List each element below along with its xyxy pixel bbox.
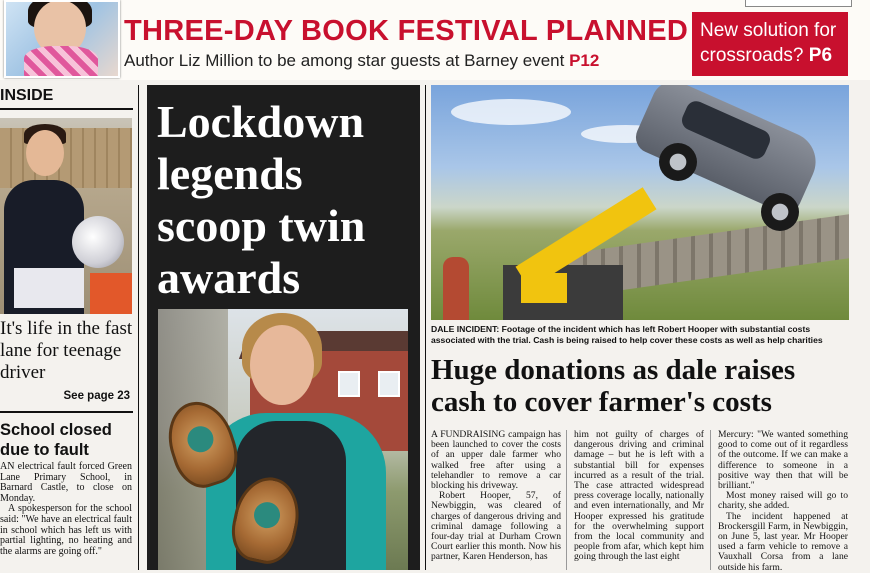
woman-face — [250, 325, 314, 405]
inside-label: INSIDE — [0, 87, 54, 104]
column-divider-1 — [138, 85, 139, 570]
festival-page-ref[interactable]: P12 — [569, 51, 600, 70]
man-figure — [443, 257, 469, 320]
story-paragraph: him not guilty of charges of dangerous driving and criminal damage – but he is left with a substantial bill for expenses incurred as a result of the trial. The case attracted widespread press coverage locally, nationally and even internationally, and Mr Hooper expressed his gratitude for the overwhelming support from the local community and people from afar, which kept him going through the last eight — [574, 429, 704, 563]
crossroads-page-ref: P6 — [808, 45, 833, 66]
house-window — [338, 371, 360, 397]
school-story-paragraph-2: A spokesperson for the school said: "We have an electrical fault in school which has left us with partial lighting, no heating and the alarms are going off." — [0, 503, 132, 557]
story-column-divider — [566, 430, 567, 570]
crossroads-promo[interactable] — [692, 12, 848, 76]
story-column-2 — [574, 430, 704, 563]
fence-background — [0, 128, 132, 188]
story-paragraph: A FUNDRAISING campaign has been launched to cover the costs of an upper dale farmer who walked free after using a telehandler to remove a car blocking his driveway. — [431, 429, 561, 492]
festival-headline[interactable]: THREE-DAY BOOK FESTIVAL PLANNED — [124, 15, 689, 47]
teen-driver-photo[interactable] — [0, 118, 132, 314]
school-story-headline[interactable]: School closed due to fault — [0, 421, 112, 459]
story-paragraph: Mercury: "We wanted something good to come out of it regardless of the outcome. If we can make a difference to someone in a positive way then that will be brilliant." — [718, 429, 848, 492]
lockdown-headline[interactable]: Lockdown legends scoop twin awards — [157, 96, 366, 303]
award-emblem — [252, 500, 283, 531]
photo-caption: DALE INCIDENT: Footage of the incident which has left Robert Hooper with substantial costs associated with the trial. Cash is being raised to help cover these costs as well as help charities — [431, 324, 823, 345]
main-story-headline[interactable]: Huge donations as dale raises cash to cover farmer's costs — [431, 354, 796, 418]
car-wheel — [761, 193, 799, 231]
school-story-body — [0, 462, 132, 557]
author-photo[interactable] — [4, 0, 120, 78]
story-column-divider — [710, 430, 711, 570]
story-column-1 — [431, 430, 561, 563]
festival-subtitle-text: Author Liz Million to be among star guests at Barney event — [124, 51, 565, 70]
dale-incident-photo[interactable] — [431, 85, 849, 320]
see-page-link[interactable]: See page 23 — [63, 390, 130, 402]
masthead-edge — [745, 0, 852, 7]
story-paragraph: Most money raised will go to charity, she added. — [718, 490, 848, 512]
author-scarf — [24, 46, 98, 78]
story-paragraph: Robert Hooper, 57, of Newbiggin, was cleared of charges of dangerous driving and criminal damage following a four-day trial at Durham Crown Court earlier this month. Now his partner, Karen Henderson, has — [431, 490, 561, 563]
crossroads-promo-text: New solution for crossroads? — [700, 20, 837, 66]
house-window — [378, 371, 400, 397]
story-column-3 — [718, 430, 848, 573]
kart-shape — [90, 273, 132, 314]
festival-subheadline — [124, 51, 599, 71]
helmet-shape — [72, 216, 124, 268]
column-divider-2 — [425, 85, 426, 570]
teen-driver-headline[interactable]: It's life in the fast lane for teenage driver — [0, 318, 133, 383]
story-paragraph: The incident happened at Brockersgill Farm, in Newbiggin, on June 5, last year. Mr Hooper used a farm vehicle to remove a Vauxhall Corsa from a lane outside his farm. — [718, 510, 848, 573]
inside-divider — [0, 411, 133, 413]
driver-face — [26, 130, 64, 176]
car-wheel — [659, 143, 697, 181]
award-winner-photo[interactable] — [158, 309, 408, 570]
lifted-car — [631, 85, 825, 218]
award-emblem — [184, 423, 217, 456]
school-story-paragraph: AN electrical fault forced Green Lane Primary School, in Barnard Castle, to close on Monday. — [0, 461, 132, 504]
inside-rule — [0, 108, 133, 110]
driver-suit-stripe — [14, 268, 84, 308]
cloud-shape — [451, 99, 571, 125]
